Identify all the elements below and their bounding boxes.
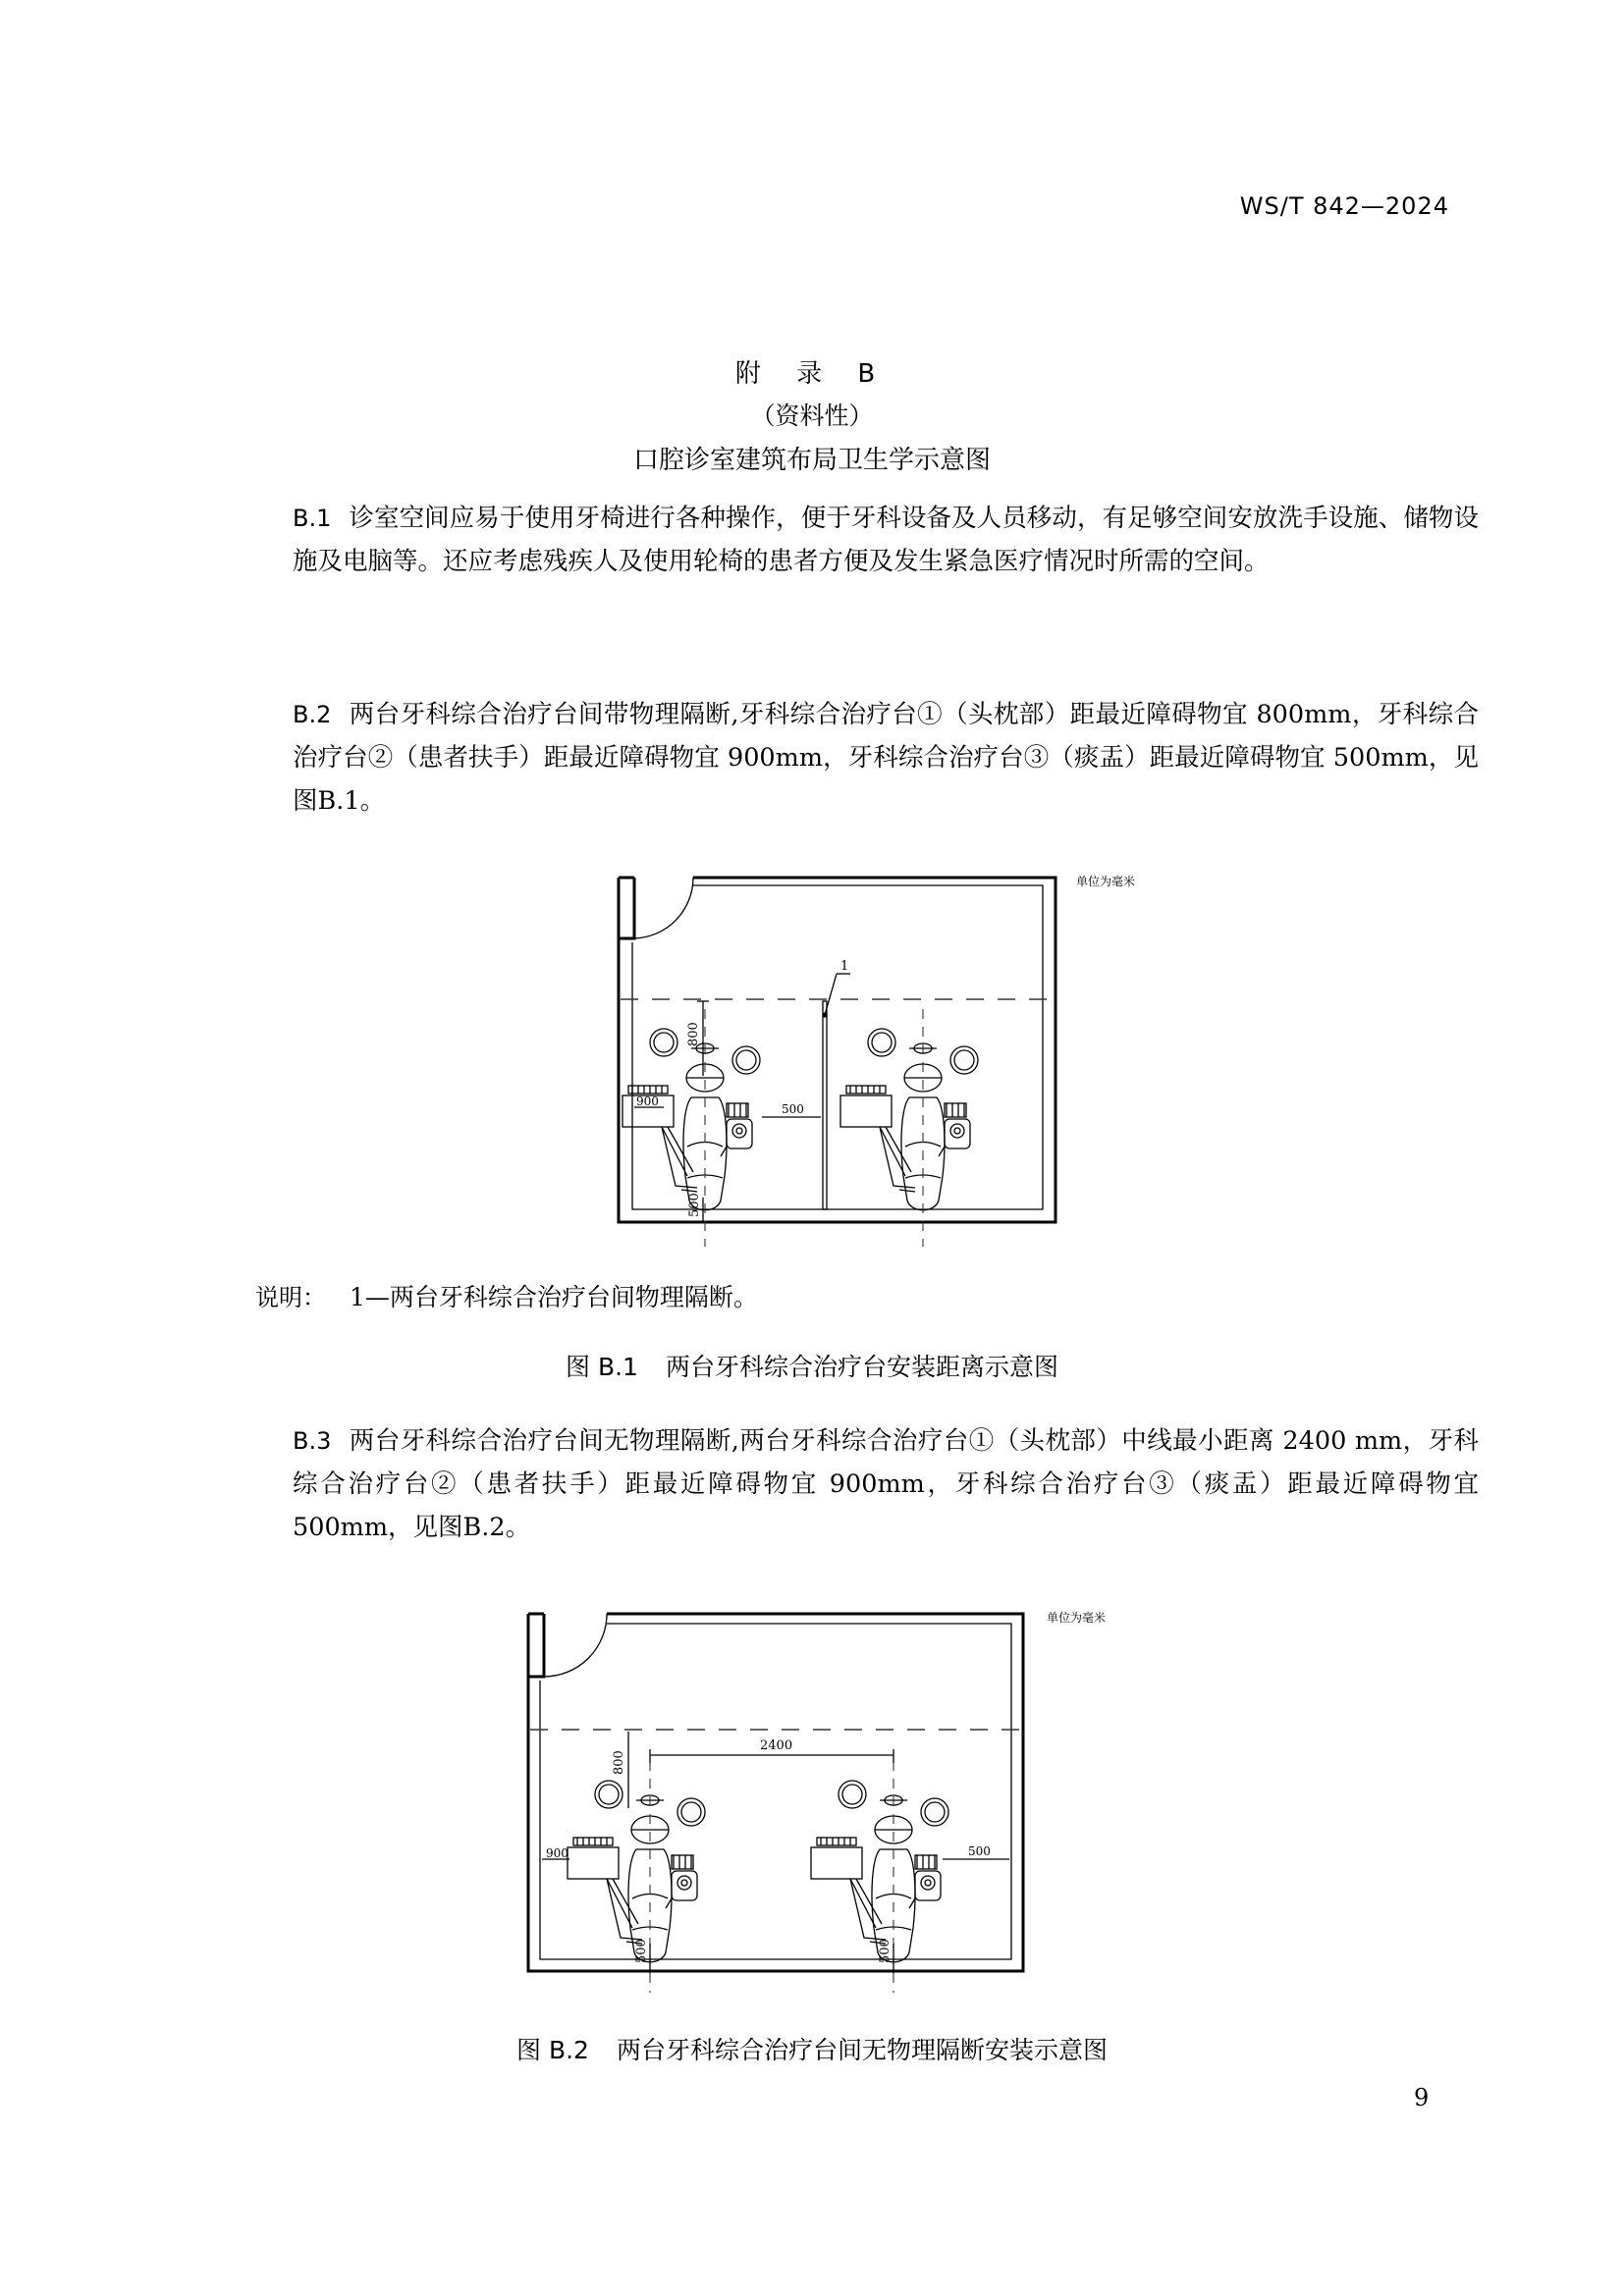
appendix-subject: 口腔诊室建筑布局卫生学示意图: [632, 446, 991, 475]
figure-b2-dim-center: 2400: [760, 1738, 793, 1753]
paragraph-b3: [293, 1419, 1479, 1549]
paragraph-b3-text: 两台牙科综合治疗台间无物理隔断,两台牙科综合治疗台①（头枕部）中线最小距离 2400 mm，牙科综合治疗台②（患者扶手）距最近障碍物宜 900mm，牙科综合治疗台③（痰盂）距最近障碍物宜 500mm，见图B.2。: [293, 1426, 1479, 1542]
page-number: 9: [1414, 2084, 1430, 2111]
paragraph-b1-text: 诊室空间应易于使用牙椅进行各种操作，便于牙科设备及人员移动，有足够空间安放洗手设施、储物设施及电脑等。还应考虑残疾人及使用轮椅的患者方便及发生紧急医疗情况时所需的空间。: [293, 504, 1479, 576]
section-label-b2: B.2: [293, 701, 332, 728]
figure-b1-diagram: [579, 864, 1208, 1247]
figure-b2-dim-bottom-right: 500: [878, 1939, 893, 1963]
paragraph-b2: [293, 693, 1479, 823]
figure-b2-caption-text: 两台牙科综合治疗台间无物理隔断安装示意图: [616, 2036, 1108, 2064]
figure-b1-dim-spittoon: 500: [782, 1102, 804, 1116]
figure-b1-note: [255, 1278, 758, 1313]
figure-b1-note-text: 1—两台牙科综合治疗台间物理隔断。: [349, 1283, 758, 1311]
figure-b2-unit-note: 单位为毫米: [1047, 1611, 1107, 1625]
appendix-title: 附 录 B: [734, 359, 890, 389]
section-label-b3: B.3: [293, 1427, 332, 1455]
figure-b1-note-key: 说明：: [255, 1284, 326, 1311]
figure-b2-caption-num: 图 B.2: [516, 2036, 589, 2064]
figure-b1-dim-arm: 900: [636, 1095, 659, 1108]
figure-b1-callout: 1: [840, 959, 849, 974]
figure-b2-dim-head: 800: [612, 1750, 626, 1775]
figure-b1-dim-head: 800: [686, 1022, 701, 1046]
appendix-nature: （资料性）: [750, 401, 874, 430]
figure-b2-dim-spittoon: 500: [968, 1844, 991, 1858]
figure-b2-caption: [0, 2031, 1624, 2066]
figure-b2-diagram: [511, 1600, 1178, 1993]
paragraph-b1: [293, 497, 1479, 583]
figure-b2-dim-arm: 900: [546, 1846, 568, 1860]
figure-b1-caption-num: 图 B.1: [566, 1353, 638, 1381]
figure-b1-unit-note: 单位为毫米: [1076, 875, 1136, 888]
figure-b2-dim-bottom-left: 500: [634, 1939, 649, 1963]
standard-code: WS/T 842—2024: [1239, 192, 1449, 220]
paragraph-b2-text: 两台牙科综合治疗台间带物理隔断,牙科综合治疗台①（头枕部）距最近障碍物宜 800mm，牙科综合治疗台②（患者扶手）距最近障碍物宜 900mm，牙科综合治疗台③（痰盂）距最近障碍物宜 500mm，见图B.1。: [293, 700, 1479, 816]
section-label-b1: B.1: [293, 505, 332, 532]
figure-b1-caption: [0, 1348, 1624, 1383]
figure-b1-dim-bottom: 500: [687, 1193, 702, 1217]
figure-b1-caption-text: 两台牙科综合治疗台安装距离示意图: [665, 1353, 1058, 1381]
